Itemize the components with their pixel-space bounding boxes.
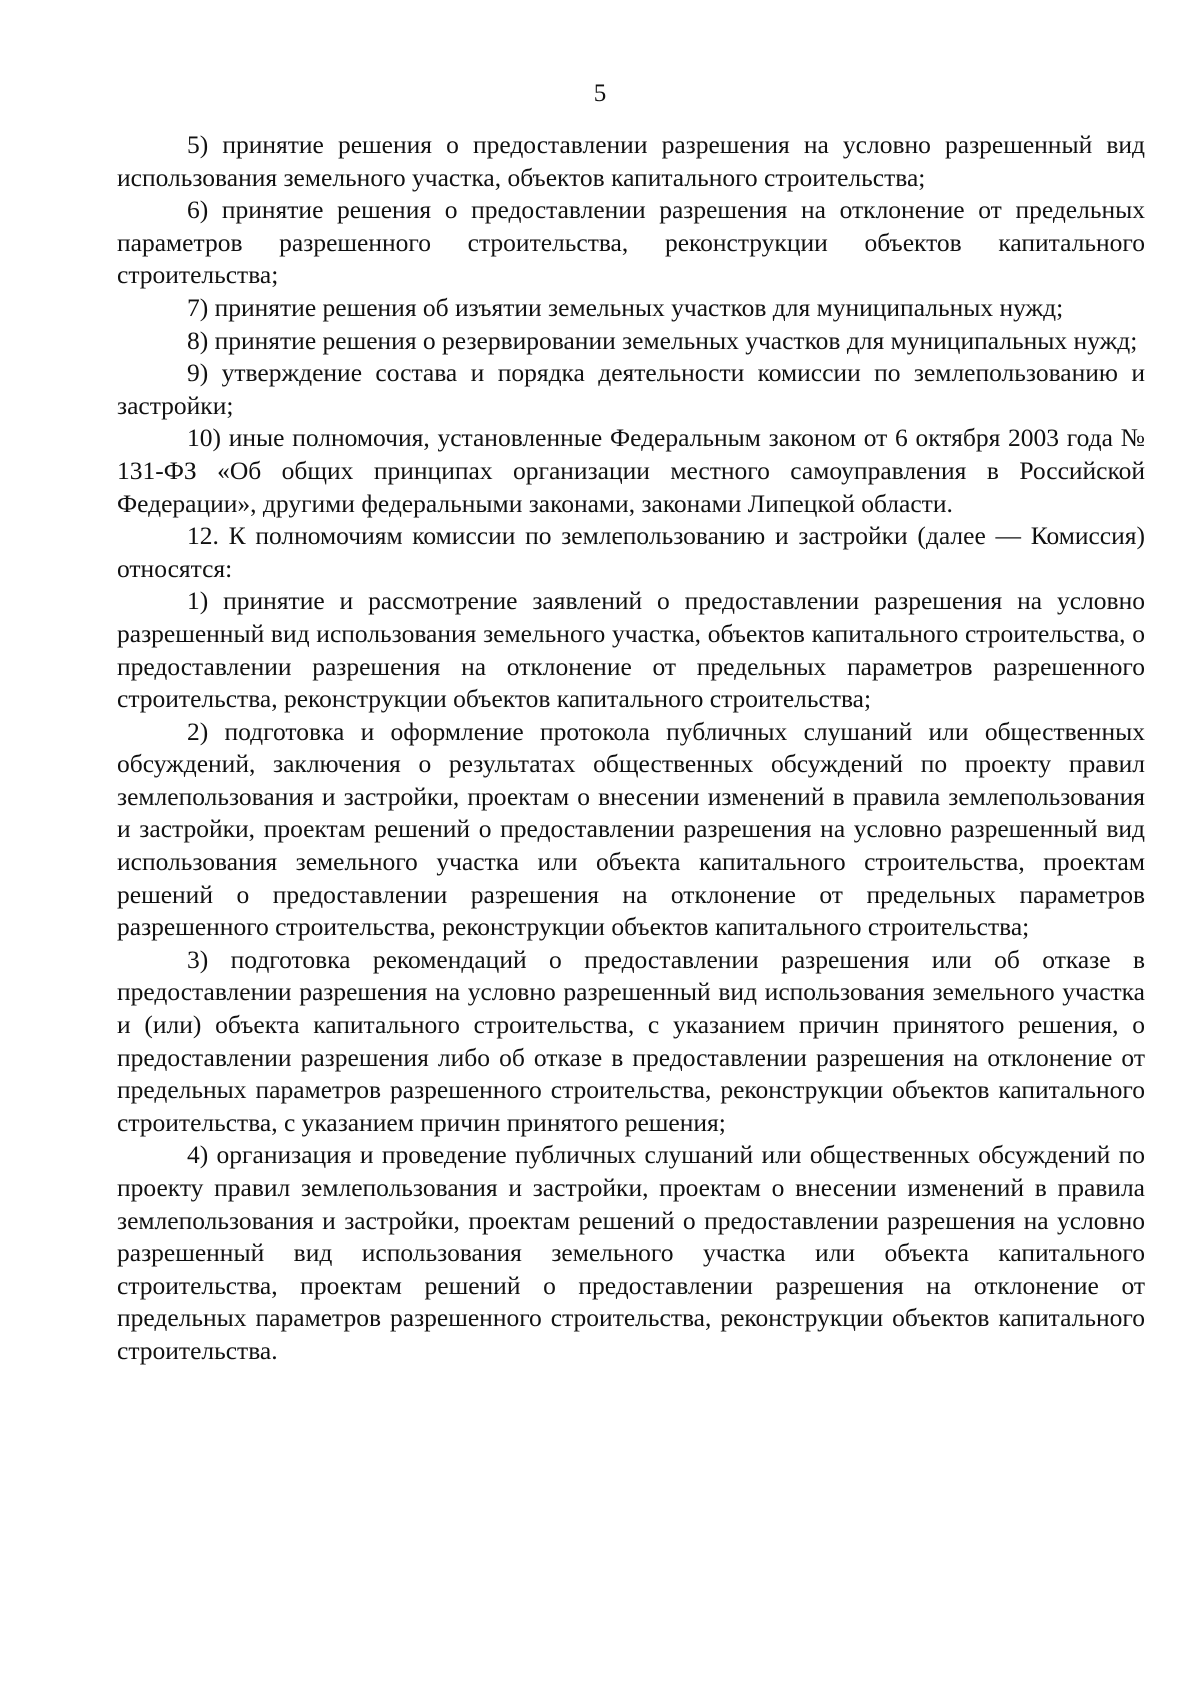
paragraph-commission-item-3: 3) подготовка рекомендаций о предоставлении разрешения или об отказе в предоставлении разрешения на условно разрешенный вид использования земельного участка и (или) объекта капитального строительства, с указанием причин принятого решения, о предоставлении разрешения либо об отказе в предоставлении разрешения на отклонение от предельных параметров разрешенного строительства, реконструкции объектов капитального строительства, с указанием причин принятого решения; — [117, 944, 1145, 1137]
paragraph-item-10: 10) иные полномочия, установленные Федеральным законом от 6 октября 2003 года № 131-ФЗ «Об общих принципах организации местного самоуправления в Российской Федерации», другими федеральными законами, законами Липецкой области. — [117, 423, 1145, 518]
paragraph-commission-item-4: 4) организация и проведение публичных слушаний или общественных обсуждений по проекту правил землепользования и застройки, проектам о внесении изменений в правила землепользования и застройки, проектам решений о предоставлении разрешения на условно разрешенный вид использования земельного участка или объекта капитального строительства, проектам решений о предоставлении разрешения на отклонение от предельных параметров разрешенного строительства, реконструкции объектов капитального строительства. — [117, 1140, 1145, 1365]
paragraph-item-7: 7) принятие решения об изъятии земельных участков для муниципальных нужд; — [187, 292, 1064, 322]
paragraph-item-8: 8) принятие решения о резервировании земельных участков для муниципальных нужд; — [187, 325, 1138, 355]
paragraph-commission-item-1: 1) принятие и рассмотрение заявлений о предоставлении разрешения на условно разрешенный вид использования земельного участка, объектов капитального строительства, о предоставлении разрешения на отклонение от предельных параметров разрешенного строительства, реконструкции объектов капитального строительства; — [117, 586, 1145, 714]
page-number: 5 — [593, 80, 607, 107]
document-body — [117, 129, 1145, 1368]
paragraph-section-12: 12. К полномочиям комиссии по землепользованию и застройки (далее — Комиссия) относятся: — [117, 521, 1145, 583]
paragraph-item-5: 5) принятие решения о предоставлении разрешения на условно разрешенный вид использования земельного участка, объектов капитального строительства; — [117, 130, 1145, 192]
paragraph-item-9: 9) утверждение состава и порядка деятельности комиссии по землепользованию и застройки; — [117, 358, 1145, 420]
paragraph-commission-item-2: 2) подготовка и оформление протокола публичных слушаний или общественных обсуждений, заключения о результатах общественных обсуждений по проекту правил землепользования и застройки, проектам о внесении изменений в правила землепользования и застройки, проектам решений о предоставлении разрешения на условно разрешенный вид использования земельного участка или объекта капитального строительства, проектам решений о предоставлении разрешения на отклонение от предельных параметров разрешенного строительства, реконструкции объектов капитального строительства; — [117, 716, 1145, 942]
paragraph-item-6: 6) принятие решения о предоставлении разрешения на отклонение от предельных параметров разрешенного строительства, реконструкции объектов капитального строительства; — [117, 195, 1145, 290]
